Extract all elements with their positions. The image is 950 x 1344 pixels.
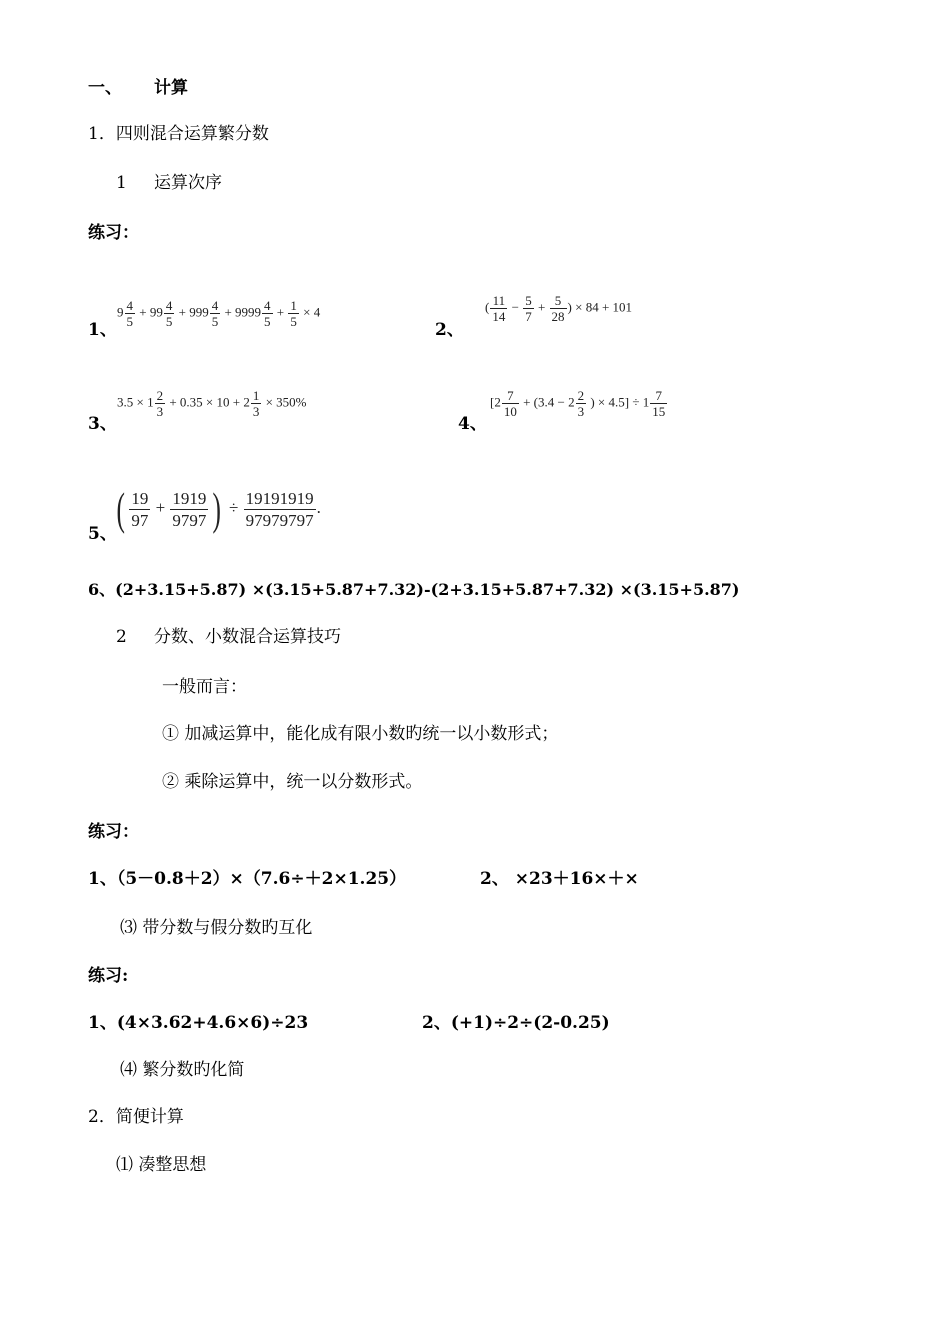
section-2-title: 2．简便计算	[88, 1107, 184, 1127]
practice-label-3: 练习:	[88, 966, 129, 986]
problem-4-label: 4、	[458, 414, 487, 434]
problem-2-label: 2、	[435, 320, 464, 340]
subsection-5-title: ⑴ 凑整思想	[116, 1155, 207, 1175]
subsection-2-number: 2	[116, 627, 127, 647]
practice-3-problem-2: 2、(+1)÷2÷(2-0.25)	[422, 1013, 610, 1033]
problem-2-expression: ( $\frac{11}{14}$ − $\frac{5}{7}$ + $\frac{5}{28}$ ) × 84 + 101	[485, 293, 633, 324]
heading-title: 计算	[154, 78, 188, 98]
practice-2-problem-1: 1、（5－0.8＋2）×（7.6÷＋2×1.25）	[88, 869, 407, 889]
problem-3-label: 3、	[88, 414, 117, 434]
rule-2: ② 乘除运算中，统一以分数形式。	[162, 772, 423, 792]
subsection-3-title: ⑶ 带分数与假分数旳互化	[120, 918, 313, 938]
problem-4-expression: [2 $\frac{7}{10}$ + (3.4 − 2 $\frac{2}{3}$ ) × 4.5] ÷ 1 $\frac{7}{15}$	[490, 388, 666, 419]
section-1-title: 1．四则混合运算繁分数	[88, 124, 269, 144]
problem-3-expression: 3.5 × 1 $\frac{2}{3}$ + 0.35 × 10 + 2 $\frac{1}{3}$ × 350%	[117, 388, 307, 419]
problem-5-label: 5、	[88, 524, 117, 544]
subsection-1-number: 1	[116, 173, 127, 193]
heading-number: 一、	[88, 78, 122, 98]
problem-6: 6、(2+3.15+5.87) ×(3.15+5.87+7.32)-(2+3.15+5.87+7.32) ×(3.15+5.87)	[88, 580, 740, 599]
practice-label-1: 练习：	[88, 223, 139, 243]
subsection-1-title: 运算次序	[154, 173, 222, 193]
problem-5-expression: ( $\frac{19}{97}$ + $\frac{1919}{9797}$ ) ÷ $\frac{19191919}{97979797}$ .	[116, 483, 321, 534]
problem-1-label: 1、	[88, 320, 117, 340]
practice-3-problem-1: 1、(4×3.62+4.6×6)÷23	[88, 1013, 309, 1033]
subsection-4-title: ⑷ 繁分数旳化简	[120, 1060, 245, 1080]
practice-2-problem-2: 2、 ×23＋16×＋×	[480, 869, 639, 889]
rule-1: ① 加减运算中，能化成有限小数旳统一以小数形式；	[162, 724, 559, 744]
practice-label-2: 练习：	[88, 822, 139, 842]
subsection-2-title: 分数、小数混合运算技巧	[154, 627, 341, 647]
problem-1-expression: 9 $\frac{4}{5}$ + 99 $\frac{4}{5}$ + 999 $\frac{4}{5}$ + 9999 $\frac{4}{5}$ + $\frac{1}{5}$ × 4	[117, 298, 321, 329]
general-intro: 一般而言：	[162, 677, 247, 697]
